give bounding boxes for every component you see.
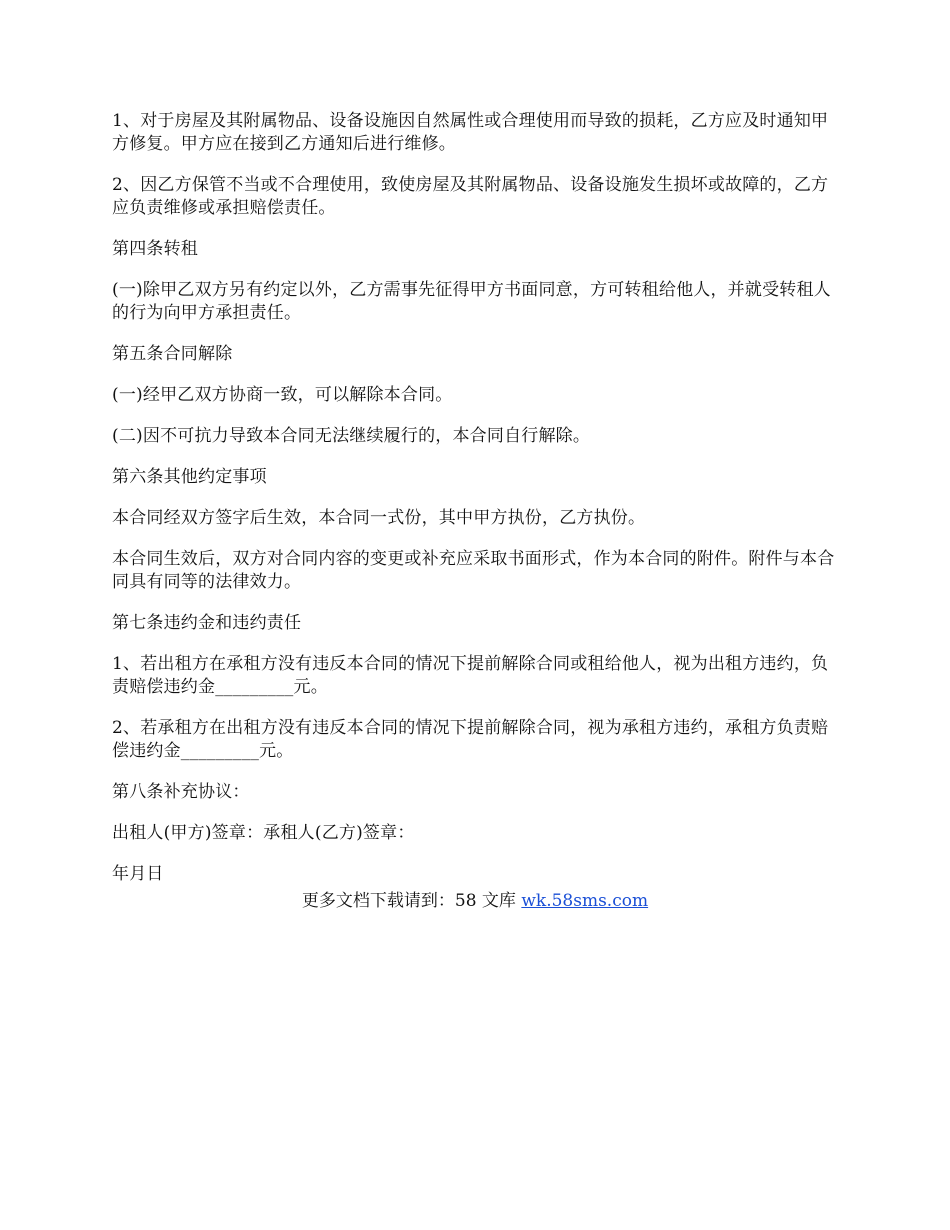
paragraph-repair-wear: 1、对于房屋及其附属物品、设备设施因自然属性或合理使用而导致的损耗，乙方应及时通知甲方修复。甲方应在接到乙方通知后进行维修。 [112,111,829,154]
heading-article-5: 第五条合同解除 [112,344,233,364]
paragraph-termination-2: (二)因不可抗力导致本合同无法继续履行的，本合同自行解除。 [112,426,591,446]
heading-article-7: 第七条违约金和违约责任 [112,613,302,633]
paragraph-sublease: (一)除甲乙双方另有约定以外，乙方需事先征得甲方书面同意，方可转租给他人，并就受转租人的行为向甲方承担责任。 [112,280,831,323]
heading-article-8: 第八条补充协议： [112,782,250,802]
date-line: 年月日 [112,864,164,884]
footer-download-note [0,890,950,913]
heading-article-6: 第六条其他约定事项 [112,467,267,487]
signature-line: 出租人(甲方)签章：承租人(乙方)签章： [112,823,415,843]
paragraph-effective: 本合同经双方签字后生效，本合同一式份，其中甲方执份，乙方执份。 [112,508,646,528]
heading-article-4: 第四条转租 [112,239,198,259]
paragraph-penalty-lessee: 2、若承租方在出租方没有违反本合同的情况下提前解除合同，视为承租方违约，承租方负责赔偿违约金_________元。 [112,718,829,761]
footer-link[interactable]: wk.58sms.com [521,891,649,911]
paragraph-amendment: 本合同生效后，双方对合同内容的变更或补充应采取书面形式，作为本合同的附件。附件与本合同具有同等的法律效力。 [112,549,835,592]
paragraph-termination-1: (一)经甲乙双方协商一致，可以解除本合同。 [112,385,453,405]
footer-prefix: 更多文档下载请到：58 文库 [301,891,522,911]
document-body [112,110,842,904]
paragraph-repair-damage: 2、因乙方保管不当或不合理使用，致使房屋及其附属物品、设备设施发生损坏或故障的，乙方应负责维修或承担赔偿责任。 [112,175,829,218]
paragraph-penalty-lessor: 1、若出租方在承租方没有违反本合同的情况下提前解除合同或租给他人，视为出租方违约，负责赔偿违约金_________元。 [112,654,829,697]
